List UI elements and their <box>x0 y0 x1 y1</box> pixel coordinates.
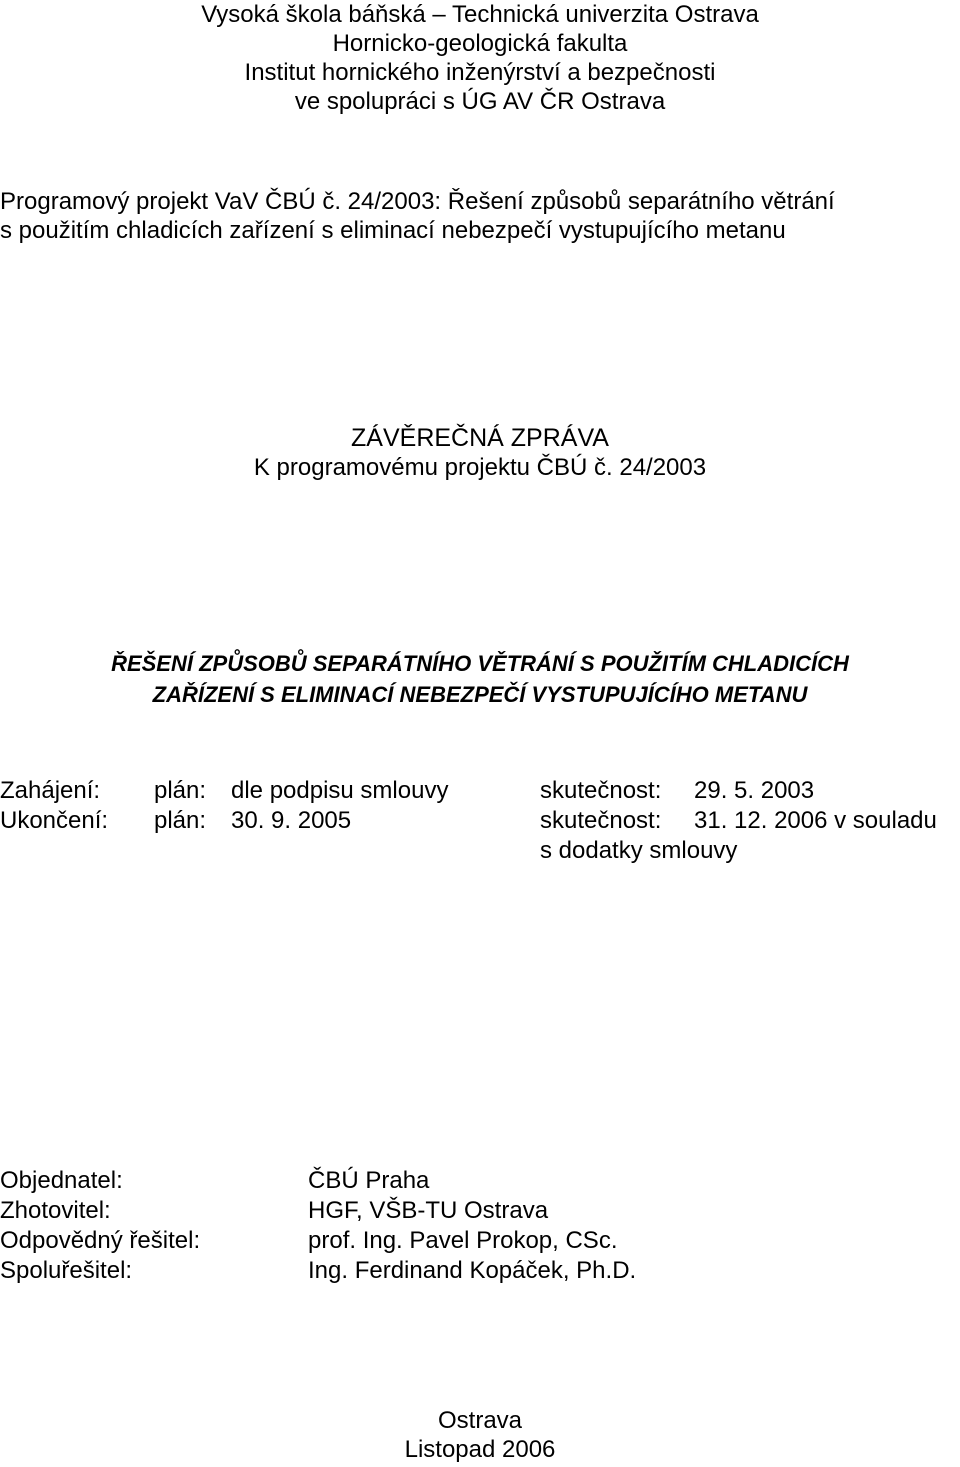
project-topic <box>0 648 960 710</box>
footer <box>0 1406 960 1464</box>
program-description <box>0 187 835 245</box>
program-line-1: Programový projekt VaV ČBÚ č. 24/2003: Řešení způsobů separátního větrání <box>0 188 835 215</box>
start-actual-value: 29. 5. 2003 <box>694 777 815 804</box>
end-label: Ukončení: <box>0 807 109 834</box>
report-subtitle: K programovému projektu ČBÚ č. 24/2003 <box>253 454 707 481</box>
party-label-co-investigator: Spoluřešitel: <box>0 1257 133 1284</box>
end-actual-note: s dodatky smlouvy <box>540 837 738 864</box>
start-plan-label: plán: <box>154 777 207 804</box>
end-plan-value: 30. 9. 2005 <box>231 807 352 834</box>
topic-line-2: ZAŘÍZENÍ S ELIMINACÍ NEBEZPEČÍ VYSTUPUJÍCÍHO METANU <box>152 682 808 707</box>
institution-header <box>0 0 960 116</box>
party-value-contractor: HGF, VŠB-TU Ostrava <box>308 1197 549 1224</box>
party-value-co-investigator: Ing. Ferdinand Kopáček, Ph.D. <box>308 1257 637 1284</box>
footer-date: Listopad 2006 <box>404 1436 556 1463</box>
end-actual-value: 31. 12. 2006 v souladu <box>694 807 937 834</box>
party-value-client: ČBÚ Praha <box>308 1167 430 1194</box>
party-label-principal-investigator: Odpovědný řešitel: <box>0 1227 201 1254</box>
start-actual-label: skutečnost: <box>540 777 662 804</box>
header-line-university: Vysoká škola báňská – Technická univerzita Ostrava <box>201 1 759 28</box>
end-plan-label: plán: <box>154 807 207 834</box>
topic-line-1: ŘEŠENÍ ZPŮSOBŮ SEPARÁTNÍHO VĚTRÁNÍ S POUŽITÍM CHLADICÍCH <box>111 651 849 676</box>
footer-place: Ostrava <box>437 1407 523 1434</box>
report-title: ZÁVĚREČNÁ ZPRÁVA <box>351 424 609 452</box>
report-title-block <box>0 424 960 482</box>
party-label-client: Objednatel: <box>0 1167 123 1194</box>
party-value-principal-investigator: prof. Ing. Pavel Prokop, CSc. <box>308 1227 618 1254</box>
end-actual-label: skutečnost: <box>540 807 662 834</box>
start-label: Zahájení: <box>0 777 101 804</box>
header-line-institute: Institut hornického inženýrství a bezpečnosti <box>244 59 716 86</box>
header-line-cooperation: ve spolupráci s ÚG AV ČR Ostrava <box>294 88 666 115</box>
header-line-faculty: Hornicko-geologická fakulta <box>332 30 628 57</box>
program-line-2: s použitím chladicích zařízení s eliminací nebezpečí vystupujícího metanu <box>0 217 786 244</box>
party-label-contractor: Zhotovitel: <box>0 1197 111 1224</box>
start-plan-value: dle podpisu smlouvy <box>231 777 449 804</box>
